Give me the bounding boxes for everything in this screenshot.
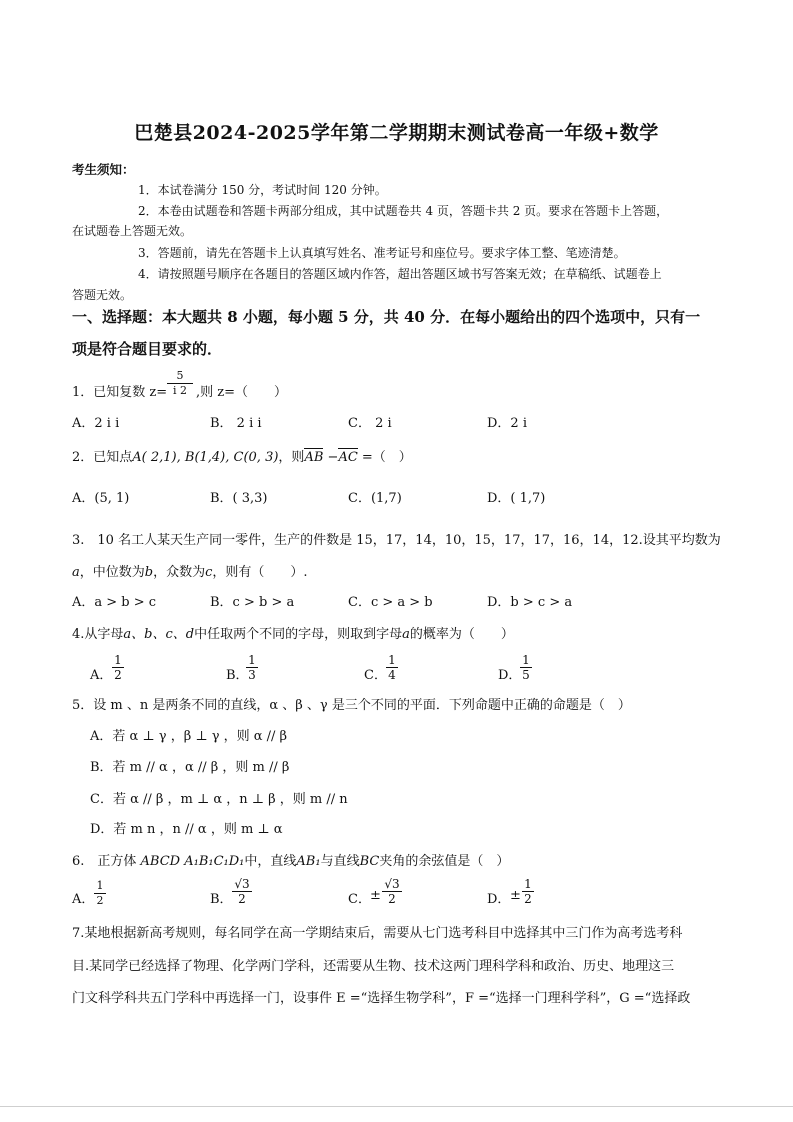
question-1-fraction [167, 370, 193, 397]
question-1-option-d[interactable]: D．2 i [487, 416, 527, 431]
numerator: 1 [114, 653, 122, 667]
question-2-option-c[interactable]: C．(1,7) [348, 491, 402, 506]
question-2-stem-c: =（ ） [357, 450, 412, 465]
question-2-option-a[interactable]: A．(5, 1) [72, 491, 130, 506]
question-2-stem-a: 2．已知点 [72, 450, 133, 465]
question-4-stem [72, 623, 514, 642]
question-4-option-d-fraction [520, 654, 532, 681]
question-7-line-1: 7.某地根据新高考规则，每名同学在高一学期结束后，需要从七门选考科目中选择其中三门作为高考选考科 [72, 926, 683, 941]
letters: a、b、c、d [123, 627, 195, 642]
question-6-option-a-fraction [94, 880, 106, 907]
denominator: 4 [388, 668, 396, 682]
question-3-option-a[interactable]: A．a > b > c [72, 595, 157, 610]
question-6-option-b-label[interactable]: B． [210, 892, 233, 907]
question-3-option-c[interactable]: C．c > a > b [348, 595, 433, 610]
question-6-option-a-label[interactable]: A． [72, 892, 95, 907]
question-2-minus [323, 450, 327, 465]
letter-a: a [402, 627, 410, 642]
fraction-numerator: 5 [176, 369, 184, 382]
text: 中任取两个不同的字母，则取到字母 [194, 627, 403, 642]
numerator: √3 [234, 877, 250, 891]
question-1-stem-b: ,则 z=（ ） [196, 385, 288, 400]
notice-heading: 考生须知： [72, 162, 135, 177]
numerator: 1 [522, 653, 530, 667]
notice-item: 4．请按照题号顺序在各题目的答题区域内作答，超出答题区域书写答案无效；在草稿纸、试题卷上 [138, 267, 662, 281]
page-bottom-divider [0, 1106, 793, 1107]
text: ，众数为 [153, 565, 206, 580]
question-5-option-b[interactable]: B．若 m // α ，α // β ，则 m // β [90, 760, 290, 775]
question-4-option-b-fraction [246, 654, 258, 681]
numerator: 1 [248, 653, 256, 667]
numerator: √3 [384, 877, 400, 891]
question-6-option-c-label[interactable]: C． [348, 892, 371, 907]
denominator: 2 [238, 892, 246, 906]
fraction-denominator: i 2 [172, 384, 187, 397]
denominator: 2 [524, 892, 532, 906]
var-c: c [205, 565, 213, 580]
question-4-option-a-label[interactable]: A． [90, 668, 113, 683]
line-bc: BC [359, 854, 380, 869]
question-2-stem: 2．已知点A( 2,1), B(1,4), C(0, 3)，则AB −AC =（ ） [72, 450, 412, 465]
denominator: 5 [522, 668, 530, 682]
text: ，中位数为 [79, 565, 145, 580]
text: 的概率为（ ） [409, 627, 514, 642]
numerator: 1 [524, 877, 532, 891]
question-6-option-d-sign: ± [510, 888, 521, 903]
question-4-option-b-label[interactable]: B． [226, 668, 249, 683]
section-heading-cont: 项是符合题目要求的． [72, 340, 223, 358]
question-6-option-b-fraction [232, 878, 252, 905]
numerator: 1 [96, 879, 104, 892]
notice-item: 在试题卷上答题无效。 [72, 224, 193, 238]
numerator: 1 [388, 653, 396, 667]
question-2-option-b[interactable]: B．( 3,3) [210, 491, 268, 506]
line-ab1: AB₁ [296, 854, 321, 869]
question-5-option-d[interactable]: D．若 m n ，n // α ，则 m ⊥ α [90, 822, 283, 837]
notice-item: 答题无效。 [72, 288, 133, 302]
question-5-option-c[interactable]: C．若 α // β ，m ⊥ α ，n ⊥ β ，则 m // n [90, 792, 348, 807]
question-3-option-d[interactable]: D．b > c > a [487, 595, 573, 610]
vector-ab: AB [304, 450, 324, 465]
section-heading: 一、选择题：本大题共 8 小题，每小题 5 分，共 40 分．在每小题给出的四个选项中，只有一 [72, 308, 701, 326]
question-1-option-a[interactable]: A．2 i i [72, 416, 120, 431]
question-6-option-d-label[interactable]: D． [487, 892, 511, 907]
page-title: 巴楚县2024-2025学年第二学期期末测试卷高一年级+数学 [134, 122, 659, 144]
question-3-line-1: 3. 10 名工人某天生产同一零件，生产的件数是 15，17，14，10，15，17，17，16，14，12.设其平均数为 [72, 533, 721, 548]
question-1-option-b[interactable]: B． 2 i i [210, 416, 262, 431]
question-6-option-d-fraction [522, 878, 534, 905]
question-2-points: A( 2,1), B(1,4), C(0, 3) [132, 450, 279, 465]
text: 中，直线 [244, 854, 297, 869]
denominator: 3 [248, 668, 256, 682]
question-4-option-a-fraction [112, 654, 124, 681]
var-a: a [72, 565, 80, 580]
text: 与直线 [320, 854, 360, 869]
text: 6. 正方体 [72, 854, 137, 869]
var-b: b [144, 565, 154, 580]
question-5-stem: 5．设 m 、n 是两条不同的直线，α 、β 、γ 是三个不同的平面．下列命题中正确的命题是（ ） [72, 698, 631, 713]
question-4-option-c-label[interactable]: C． [364, 668, 387, 683]
notice-item: 2．本卷由试题卷和答题卡两部分组成，其中试题卷共 4 页，答题卡共 2 页。要求在答题卡上答题， [138, 204, 669, 218]
denominator: 2 [388, 892, 396, 906]
cube-name: ABCD A₁B₁C₁D₁ [140, 854, 245, 869]
question-1-stem-a: 1．已知复数 z= [72, 385, 168, 400]
text: 夹角的余弦值是（ ） [379, 854, 510, 869]
question-6-option-c-sign: ± [370, 888, 381, 903]
question-2-stem-b: ，则 [278, 450, 305, 465]
question-7-line-3: 门文科学科共五门学科中再选择一门，设事件 E =“选择生物学科”，F =“选择一门理科学科”，G =“选择政 [72, 991, 691, 1006]
question-7-line-2: 目.某同学已经选择了物理、化学两门学科，还需要从生物、技术这两门理科学科和政治、历史、地理这三 [72, 959, 675, 974]
question-3-option-b[interactable]: B．c > b > a [210, 595, 295, 610]
question-4-option-d-label[interactable]: D． [498, 668, 522, 683]
notice-item: 3．答题前，请先在答题卡上认真填写姓名、准考证号和座位号。要求字体工整、笔迹清楚。 [138, 246, 626, 260]
question-4-option-c-fraction [386, 654, 398, 681]
question-6-option-c-fraction [382, 878, 402, 905]
vector-ac: AC [338, 450, 358, 465]
notice-item: 1．本试卷满分 150 分，考试时间 120 分钟。 [138, 183, 387, 197]
question-6-stem [72, 850, 509, 869]
denominator: 2 [114, 668, 122, 682]
text: ，则有（ ）. [212, 565, 308, 580]
question-2-option-d[interactable]: D．( 1,7) [487, 491, 546, 506]
denominator: 2 [96, 894, 104, 907]
question-1-option-c[interactable]: C． 2 i [348, 416, 392, 431]
question-5-option-a[interactable]: A．若 α ⊥ γ ，β ⊥ γ ，则 α // β [90, 729, 288, 744]
question-3-line-2 [72, 561, 308, 580]
text: 4.从字母 [72, 627, 124, 642]
